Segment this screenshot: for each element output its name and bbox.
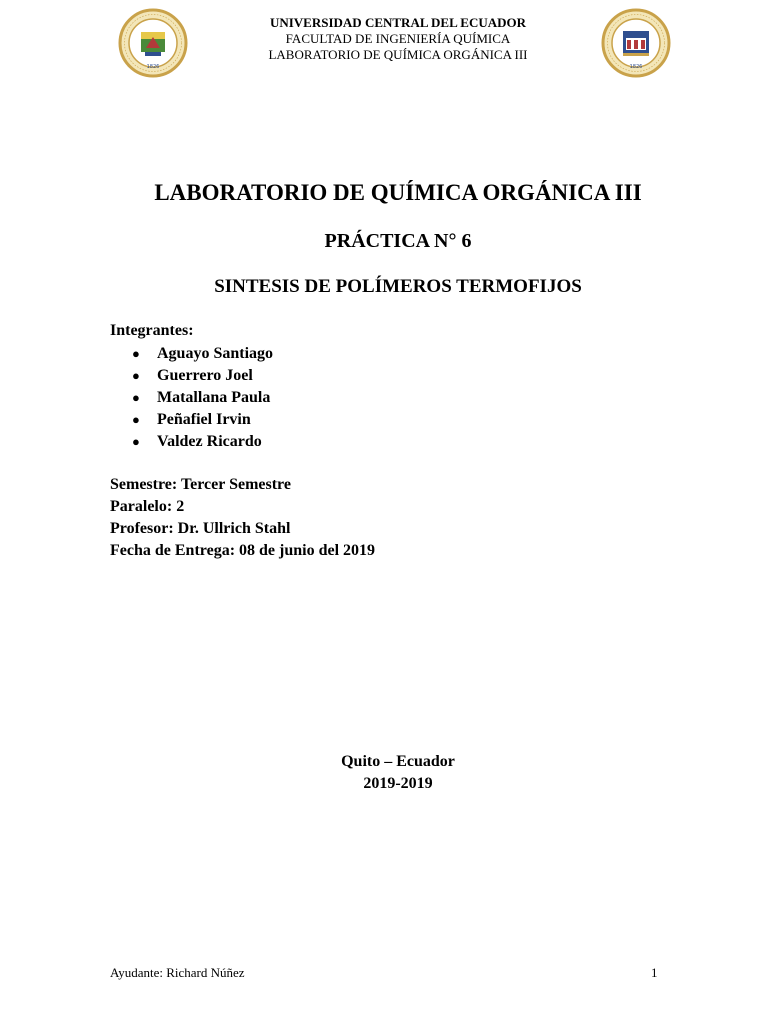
practice-number: PRÁCTICA N° 6 [324,230,472,252]
years: 2019-2019 [363,775,433,792]
members-label: Integrantes: [110,322,194,339]
svg-text:1826: 1826 [146,64,160,70]
bullet-icon: ● [132,368,140,383]
professor: Profesor: Dr. Ullrich Stahl [110,520,291,537]
member-name: Peñafiel Irvin [157,411,251,428]
bullet-icon: ● [132,390,140,405]
semester: Semestre: Tercer Semestre [110,476,291,493]
bullet-icon: ● [132,412,140,427]
faculty-name: FACULTAD DE INGENIERÍA QUÍMICA [285,31,511,46]
page-number: 1 [651,965,658,980]
members-list [110,343,273,453]
member-name: Valdez Ricardo [157,433,262,450]
place-and-year [0,751,768,795]
document-header [0,15,768,63]
bullet-icon: ● [132,434,140,449]
assistant-name: Ayudante: Richard Núñez [110,965,245,980]
place: Quito – Ecuador [341,753,455,770]
lab-name: LABORATORIO DE QUÍMICA ORGÁNICA III [268,47,528,62]
university-name: UNIVERSIDAD CENTRAL DEL ECUADOR [269,15,527,30]
due-date: Fecha de Entrega: 08 de junio del 2019 [110,542,376,559]
list-item [110,343,273,365]
parallel: Paralelo: 2 [110,498,185,515]
member-name: Aguayo Santiago [157,345,274,362]
document-title: LABORATORIO DE QUÍMICA ORGÁNICA III [154,180,642,205]
list-item [110,387,273,409]
member-name: Guerrero Joel [157,367,253,384]
practice-subject: SINTESIS DE POLÍMEROS TERMOFIJOS [214,276,582,297]
course-info [110,474,375,562]
list-item [110,431,273,453]
svg-text:1826: 1826 [629,64,643,70]
list-item [110,409,273,431]
member-name: Matallana Paula [157,389,271,406]
bullet-icon: ● [132,346,140,361]
list-item [110,365,273,387]
